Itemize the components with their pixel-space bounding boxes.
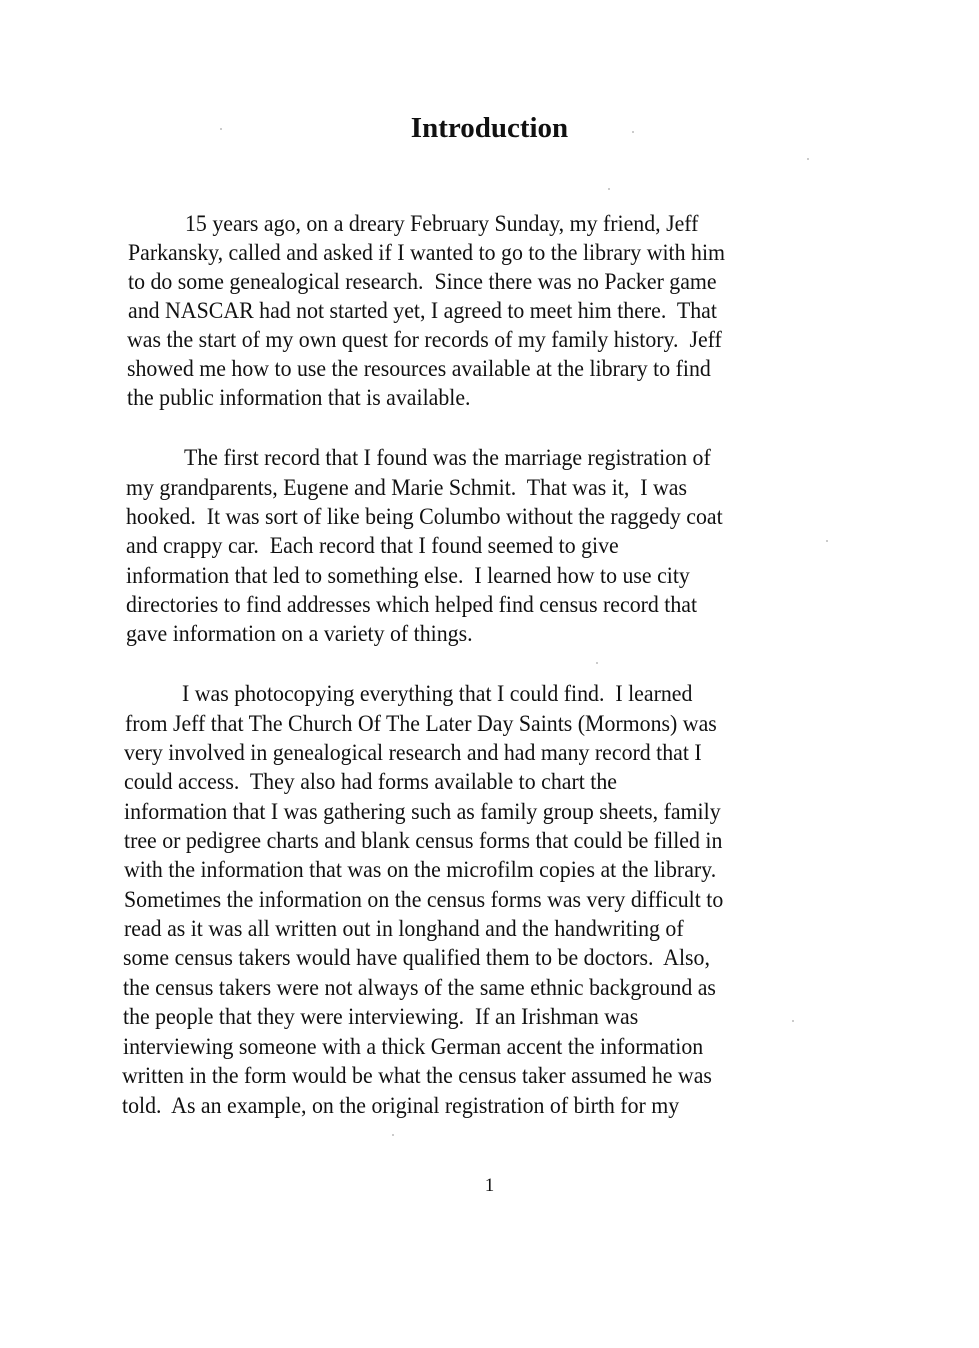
scan-speck <box>608 188 610 190</box>
text-line: read as it was all written out in longhand and the handwriting of <box>124 916 684 942</box>
text-line: the people that they were interviewing. If an Irishman was <box>123 1004 639 1030</box>
text-line: told. As an example, on the original registration of birth for my <box>122 1093 680 1119</box>
text-line: hooked. It was sort of like being Columbo without the raggedy coat <box>126 504 723 530</box>
scan-speck <box>792 1020 794 1022</box>
text-line: to do some genealogical research. Since there was no Packer game <box>128 269 717 295</box>
text-line: interviewing someone with a thick German accent the information <box>123 1034 704 1060</box>
text-line: written in the form would be what the census taker assumed he was <box>122 1063 712 1089</box>
scan-speck <box>826 540 828 542</box>
text-line: showed me how to use the resources available at the library to find <box>127 356 711 382</box>
text-line: the public information that is available. <box>127 385 471 411</box>
page-title: Introduction <box>410 112 569 144</box>
text-line: information that led to something else. I learned how to use city <box>126 563 690 589</box>
text-line: 15 years ago, on a dreary February Sunday, my friend, Jeff <box>185 211 699 237</box>
text-line: with the information that was on the microfilm copies at the library. <box>124 857 717 883</box>
text-line: The first record that I found was the marriage registration of <box>184 445 711 471</box>
text-line: was the start of my own quest for records of my family history. Jeff <box>127 327 722 353</box>
scan-speck <box>392 1134 394 1136</box>
text-line: my grandparents, Eugene and Marie Schmit. That was it, I was <box>126 475 688 501</box>
text-line: very involved in genealogical research and had many record that I <box>124 740 702 766</box>
text-line: Sometimes the information on the census forms was very difficult to <box>124 887 724 913</box>
text-line: I was photocopying everything that I could find. I learned <box>182 681 693 707</box>
text-line: Parkansky, called and asked if I wanted to go to the library with him <box>128 240 726 266</box>
page-number: 1 <box>484 1175 495 1196</box>
text-line: directories to find addresses which helped find census record that <box>126 592 698 618</box>
scan-speck <box>220 128 222 130</box>
scan-speck <box>632 131 634 133</box>
text-line: tree or pedigree charts and blank census forms that could be filled in <box>124 828 723 854</box>
text-line: information that I was gathering such as family group sheets, family <box>124 799 721 825</box>
text-line: from Jeff that The Church Of The Later Day Saints (Mormons) was <box>125 711 717 737</box>
text-line: and NASCAR had not started yet, I agreed to meet him there. That <box>128 298 717 324</box>
text-line: and crappy car. Each record that I found seemed to give <box>126 533 619 559</box>
text-line: the census takers were not always of the same ethnic background as <box>123 975 716 1001</box>
text-line: gave information on a variety of things. <box>126 621 473 647</box>
scan-speck <box>807 158 809 160</box>
scan-speck <box>596 662 598 664</box>
text-line: could access. They also had forms available to chart the <box>124 769 617 795</box>
text-line: some census takers would have qualified them to be doctors. Also, <box>123 945 710 971</box>
